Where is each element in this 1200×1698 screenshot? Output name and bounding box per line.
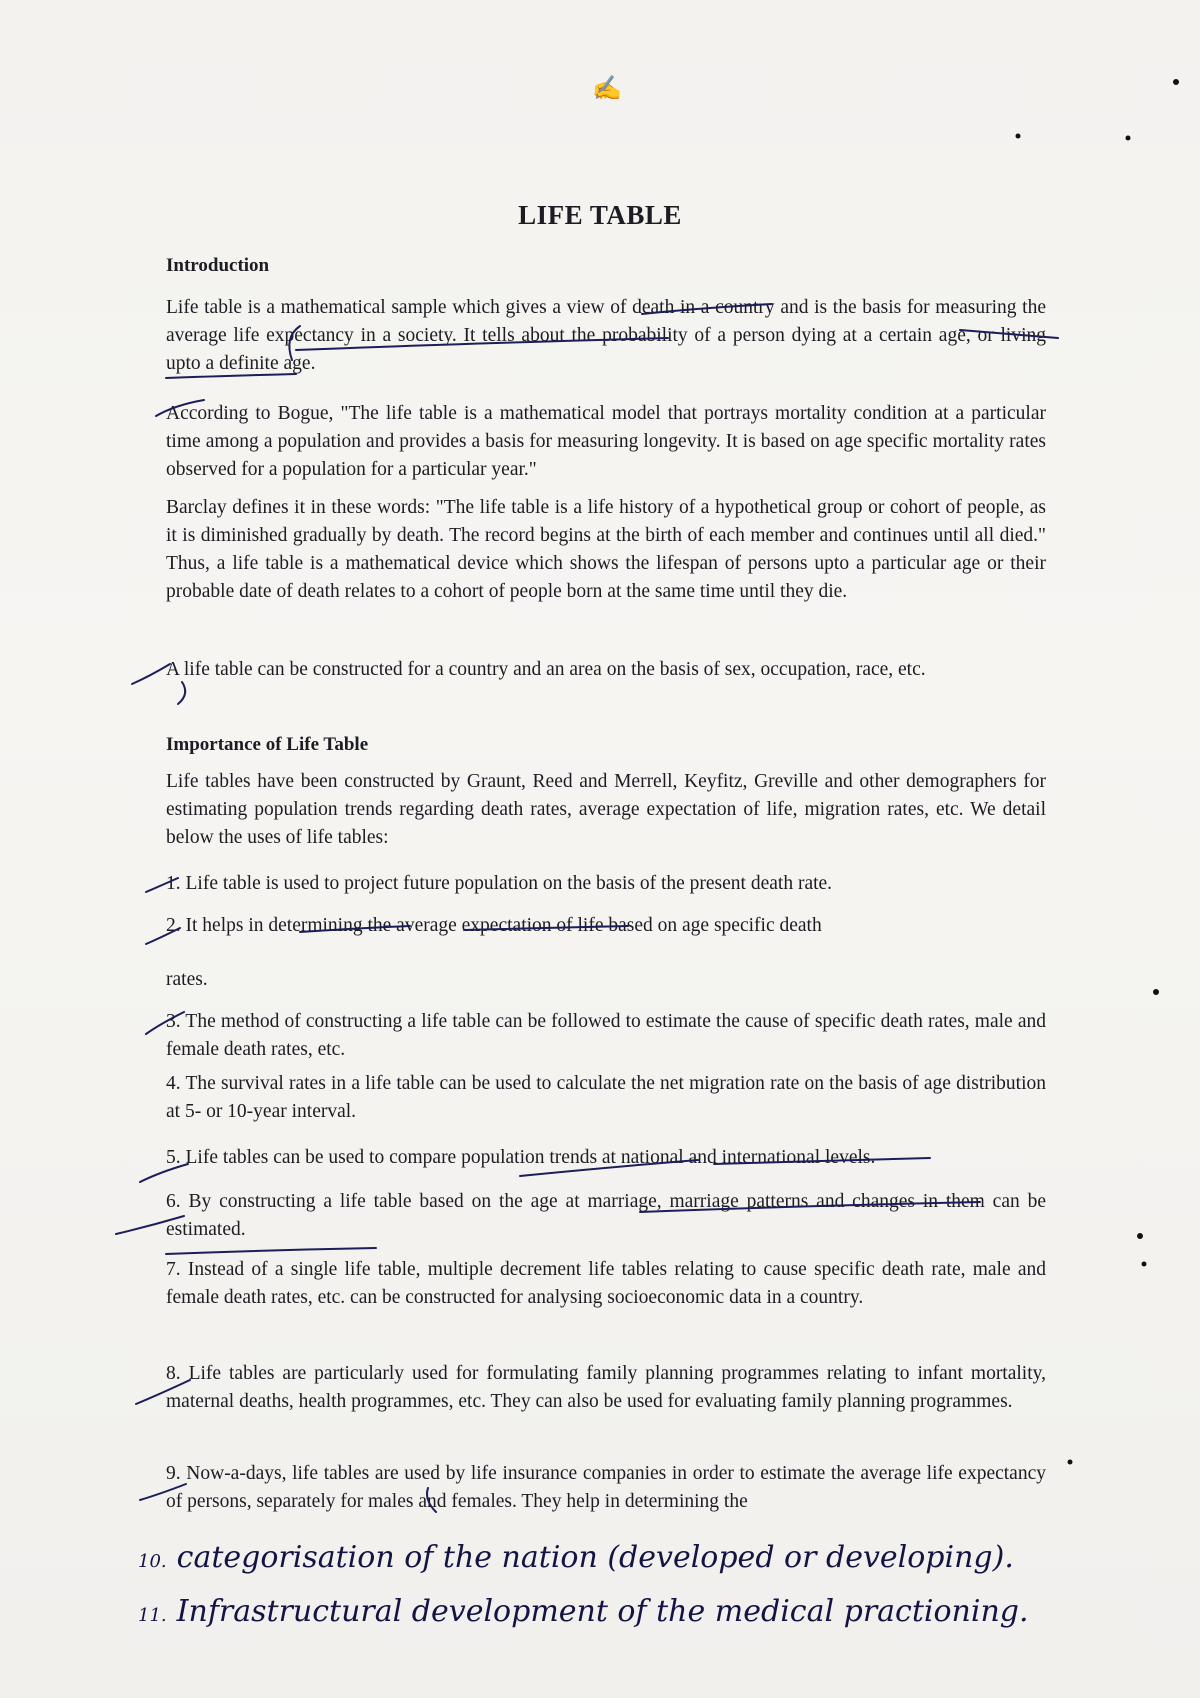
list-item: 1. Life table is used to project future population on the basis of the present death rate. xyxy=(166,873,833,894)
introduction-heading: Introduction xyxy=(166,255,270,276)
list-item: 2. It helps in determining the average expectation of life based on age specific death xyxy=(166,915,822,936)
list-item: 3. The method of constructing a life table can be followed to estimate the cause of specific death rates, male and female death rates, etc. xyxy=(166,1011,1046,1060)
check-mark xyxy=(146,878,178,892)
underline-mark xyxy=(640,1202,980,1212)
underline-mark xyxy=(289,326,300,360)
importance-heading: Importance of Life Table xyxy=(166,734,369,755)
scan-dot xyxy=(1137,1233,1143,1239)
introduction-paragraph-1: Life table is a mathematical sample which gives a view of death in a country and is the basis for measuring the average life expectancy in a society. It tells about the probability of a person dying at a certain age, or living upto a definite age. xyxy=(166,297,1046,374)
scan-dot xyxy=(1173,79,1179,85)
list-item: 9. Now-a-days, life tables are used by life insurance companies in order to estimate the average life expectancy of persons, separately for males and females. They help in determining the xyxy=(166,1463,1046,1512)
page-title: LIFE TABLE xyxy=(518,200,682,230)
scan-dot xyxy=(1126,136,1131,141)
handwritten-number: 10. xyxy=(138,1551,167,1572)
underline-mark xyxy=(166,1248,376,1254)
list-item: 8. Life tables are particularly used for formulating family planning programmes relating to infant mortality, maternal deaths, health programmes, etc. They can also be used for evaluating family planning programmes. xyxy=(166,1363,1046,1412)
list-item: 5. Life tables can be used to compare population trends at national and international levels. xyxy=(166,1147,876,1168)
underline-mark xyxy=(300,926,410,932)
introduction-paragraph-3: Barclay defines it in these words: "The life table is a life history of a hypothetical group or cohort of people, as it is diminished gradually by death. The record begins at the birth of each member and continues until all died." Thus, a life table is a mathematical device which shows the lifespan of persons upto a particular age or their probable date of death relates to a cohort of people born at the same time until they die. xyxy=(166,497,1046,602)
check-mark xyxy=(146,928,180,944)
handwritten-text: categorisation of the nation (developed or developing). xyxy=(176,1540,1014,1575)
bracket-mark xyxy=(427,1488,436,1512)
check-mark xyxy=(146,1012,184,1034)
scan-dot xyxy=(1068,1460,1073,1465)
bracket-mark xyxy=(178,682,185,704)
importance-intro: Life tables have been constructed by Graunt, Reed and Merrell, Keyfitz, Greville and other demographers for estimating population trends regarding death rates, average expectation of life, migration rates, etc. We detail below the uses of life tables: xyxy=(166,771,1046,848)
introduction-paragraph-2: According to Bogue, "The life table is a mathematical model that portrays mortality condition at a particular time among a population and provides a basis for measuring longevity. It is based on age specific mortality rates observed for a population for a particular year." xyxy=(166,403,1046,480)
header-mark: ✍ xyxy=(592,76,622,102)
scan-dot xyxy=(1153,989,1159,995)
introduction-paragraph-4: A life table can be constructed for a country and an area on the basis of sex, occupation, race, etc. xyxy=(166,659,926,680)
check-mark xyxy=(132,664,170,684)
scan-dot xyxy=(1142,1262,1147,1267)
underline-mark xyxy=(296,338,668,350)
check-mark xyxy=(136,1380,190,1404)
scan-dot xyxy=(1016,134,1021,139)
list-item: 4. The survival rates in a life table can be used to calculate the net migration rate on the basis of age distribution at 5- or 10-year interval. xyxy=(166,1073,1046,1122)
check-mark xyxy=(156,400,204,416)
check-mark xyxy=(140,1484,186,1500)
underline-mark xyxy=(166,374,296,378)
underline-mark xyxy=(714,1158,930,1164)
list-item: 6. By constructing a life table based on the age at marriage, marriage patterns and changes in them can be estimated. xyxy=(166,1191,1046,1240)
list-item: rates. xyxy=(166,969,208,990)
handwritten-number: 11. xyxy=(138,1605,167,1626)
check-mark xyxy=(116,1216,184,1234)
underline-mark xyxy=(520,1160,698,1176)
handwritten-text: Infrastructural development of the medical practioning. xyxy=(176,1594,1029,1629)
check-mark xyxy=(140,1164,188,1182)
underline-mark xyxy=(642,304,772,314)
underline-mark xyxy=(464,926,628,930)
list-item: 7. Instead of a single life table, multiple decrement life tables relating to cause specific death rate, male and female death rates, etc. can be constructed for analysing socioeconomic data in a country. xyxy=(166,1259,1046,1308)
underline-mark xyxy=(960,330,1058,338)
